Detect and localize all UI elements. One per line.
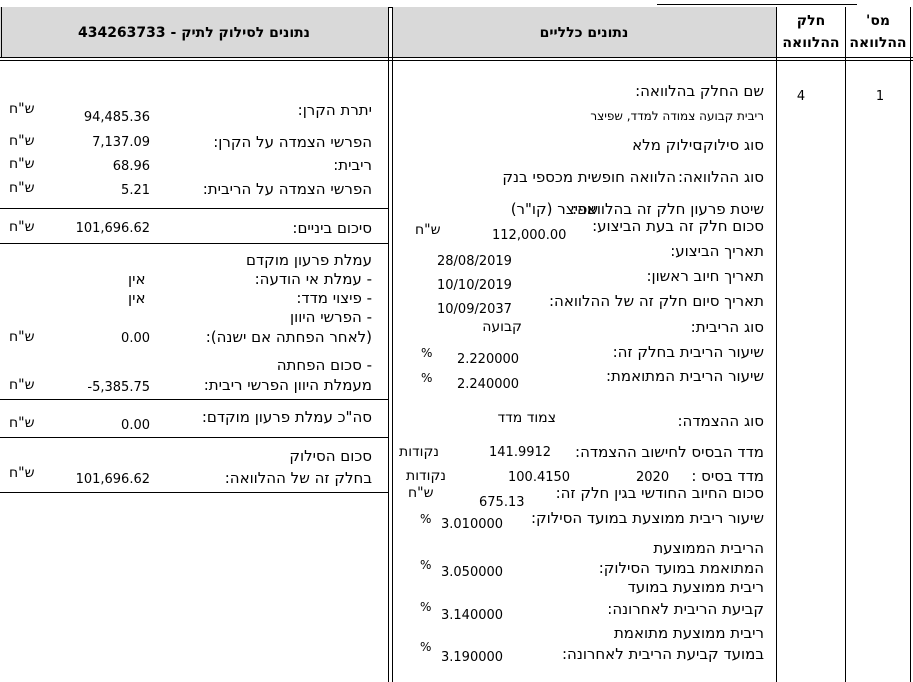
rate-type-label: סוג הריבית: xyxy=(690,318,764,336)
avg-adj-pct: % xyxy=(420,558,432,572)
exec-date-label: תאריך הביצוע: xyxy=(670,242,764,260)
payoff-label-1: סכום הסילוק xyxy=(289,447,372,465)
divider-4 xyxy=(0,437,388,438)
divider-5 xyxy=(0,492,388,493)
subtotal-currency: ש"ח xyxy=(9,219,35,235)
avg-adj-last-pct: % xyxy=(420,640,432,654)
base-index2-points: נקודות xyxy=(406,468,447,484)
early-fee-title: עמלת פרעון מוקדם xyxy=(246,251,372,269)
repay-method-value: שפיצר (קו"ר) xyxy=(510,200,598,218)
base-index2-label: מדד בסיס : xyxy=(691,467,764,485)
payoff-currency: ש"ח xyxy=(9,465,35,481)
avg-adj-last-label-2: במועד קביעת הריבית לאחרונה: xyxy=(561,645,764,663)
header-file-number: 434263733 xyxy=(77,25,166,41)
part-name-value: ריבית קבועה צמודה למדד, שפיצר xyxy=(590,109,764,123)
col-divider-general-left xyxy=(392,7,393,682)
part-amount-value: 112,000.00 xyxy=(492,228,567,243)
principal-value: 94,485.36 xyxy=(83,110,150,125)
discount-label-2: מעמלת היוון הפרשי ריבית: xyxy=(203,376,372,394)
interest-index-currency: ש"ח xyxy=(9,180,35,196)
interest-currency: ש"ח xyxy=(9,156,35,172)
avg-adj-label-2: המתואמת במועד הסילוק: xyxy=(598,559,764,577)
no-notice-label: - עמלת אי הודעה: xyxy=(254,270,372,288)
total-fee-value: 0.00 xyxy=(121,418,150,433)
col-divider-part xyxy=(845,7,846,682)
base-index-value: 141.9912 xyxy=(489,445,552,460)
top-partial-underline xyxy=(657,0,857,5)
rate-label: שיעור הריבית בחלק זה: xyxy=(612,343,764,361)
base-index2-year: 2020 xyxy=(636,470,670,485)
loan-type-value: הלוואה חופשית מכספי בנק xyxy=(502,168,676,186)
discount-currency: ש"ח xyxy=(9,377,35,393)
base-index-points: נקודות xyxy=(399,444,440,460)
col-divider-number xyxy=(910,7,911,682)
monthly-label: סכום החיוב החודשי בגין חלק זה: xyxy=(555,484,764,502)
header-part-line2: ההלוואה xyxy=(782,35,840,51)
loan-number: 1 xyxy=(875,89,885,104)
avg-rate-label: שיעור ריבית ממוצעת במועד הסילוק: xyxy=(530,509,764,527)
part-name-label: שם החלק בהלוואה: xyxy=(635,82,764,100)
first-charge-value: 10/10/2019 xyxy=(437,278,512,293)
interest-label: ריבית: xyxy=(333,156,372,174)
adj-rate-pct: % xyxy=(421,371,433,385)
settle-type-value: סילוק מלא xyxy=(632,136,702,154)
index-type-label: סוג ההצמדה: xyxy=(677,412,764,430)
header-settle-title xyxy=(0,26,388,40)
avg-last-value: 3.140000 xyxy=(441,608,504,623)
rate-diff-currency: ש"ח xyxy=(9,329,35,345)
avg-rate-pct: % xyxy=(420,512,432,526)
avg-comp-label: - פיצוי מדד: xyxy=(296,289,372,307)
total-fee-label: סה"כ עמלת פרעון מוקדם: xyxy=(201,408,372,426)
base-index2-value: 100.4150 xyxy=(508,470,571,485)
subtotal-value: 101,696.62 xyxy=(75,221,150,236)
payoff-label-2: בחלק זה של ההלוואה: xyxy=(224,469,372,487)
avg-adj-last-label-1: ריבית ממוצעת מתואמת xyxy=(613,624,764,642)
principal-index-value: 7,137.09 xyxy=(92,135,150,150)
avg-last-label-1: ריבית ממוצעת במועד xyxy=(627,578,764,596)
avg-rate-value: 3.010000 xyxy=(441,517,504,532)
principal-label: יתרת הקרן: xyxy=(297,101,372,119)
payoff-value: 101,696.62 xyxy=(75,472,150,487)
index-type-value: צמוד מדד xyxy=(497,410,556,426)
divider-1 xyxy=(0,208,388,209)
monthly-value: 675.13 xyxy=(479,495,525,510)
avg-adj-last-value: 3.190000 xyxy=(441,650,504,665)
rate-type-value: קבועה xyxy=(482,319,522,335)
total-fee-currency: ש"ח xyxy=(9,415,35,431)
loan-type-label: סוג ההלוואה: xyxy=(678,168,764,186)
divider-3 xyxy=(0,399,388,400)
header-general-title: נתונים כלליים xyxy=(539,25,629,41)
discount-value: -5,385.75 xyxy=(87,380,150,395)
divider-2 xyxy=(0,243,388,244)
interest-value: 68.96 xyxy=(112,159,150,174)
end-date-label: תאריך סיום חלק זה של ההלוואה: xyxy=(548,292,764,310)
adj-rate-label: שיעור הריבית המתואמת: xyxy=(605,367,764,385)
part-amount-label: סכום חלק זה בעת הביצוע: xyxy=(592,217,764,235)
avg-last-label-2: קביעת הריבית לאחרונה: xyxy=(607,600,764,618)
rate-pct: % xyxy=(421,346,433,360)
loan-part: 4 xyxy=(796,89,806,104)
no-notice-value: אין xyxy=(128,270,146,288)
part-amount-unit: ש"ח xyxy=(415,222,441,238)
end-date-value: 10/09/2037 xyxy=(437,302,512,317)
header-number-line2: ההלוואה xyxy=(849,35,907,51)
header-number-line1: מס' xyxy=(866,13,890,29)
principal-index-currency: ש"ח xyxy=(9,133,35,149)
header-settle-label: נתונים לסילוק לתיק - xyxy=(170,25,311,41)
rate-diff-label-1: - הפרשי היוון xyxy=(290,308,372,326)
subtotal-label: סיכום ביניים: xyxy=(292,219,372,237)
exec-date-value: 28/08/2019 xyxy=(437,254,512,269)
settle-type-label: סוג סילוק: xyxy=(697,136,764,154)
avg-last-pct: % xyxy=(420,600,432,614)
interest-index-label: הפרשי הצמדה על הריבית: xyxy=(202,180,372,198)
repay-method-label: שיטת פרעון חלק זה בהלוואה: xyxy=(571,200,764,218)
col-divider-left xyxy=(388,7,389,682)
discount-label-1: - סכום הפחתה xyxy=(276,356,372,374)
first-charge-label: תאריך חיוב ראשון: xyxy=(646,267,764,285)
avg-comp-value: אין xyxy=(128,289,146,307)
monthly-unit: ש"ח xyxy=(408,485,434,501)
avg-adj-value: 3.050000 xyxy=(441,565,504,580)
principal-index-label: הפרשי הצמדה על הקרן: xyxy=(213,133,372,151)
adj-rate-value: 2.240000 xyxy=(457,377,520,392)
interest-index-value: 5.21 xyxy=(121,183,150,198)
header-part-line1: חלק xyxy=(796,13,826,29)
avg-adj-label-1: הריבית הממוצעת xyxy=(653,539,764,557)
col-divider-general-right xyxy=(776,7,777,682)
rate-diff-value: 0.00 xyxy=(121,331,150,346)
base-index-label: מדד הבסיס לחישוב ההצמדה: xyxy=(575,443,764,461)
rate-diff-label-2: (לאחר הפחתה אם ישנה): xyxy=(205,328,372,346)
rate-value: 2.220000 xyxy=(457,352,520,367)
principal-currency: ש"ח xyxy=(9,101,35,117)
